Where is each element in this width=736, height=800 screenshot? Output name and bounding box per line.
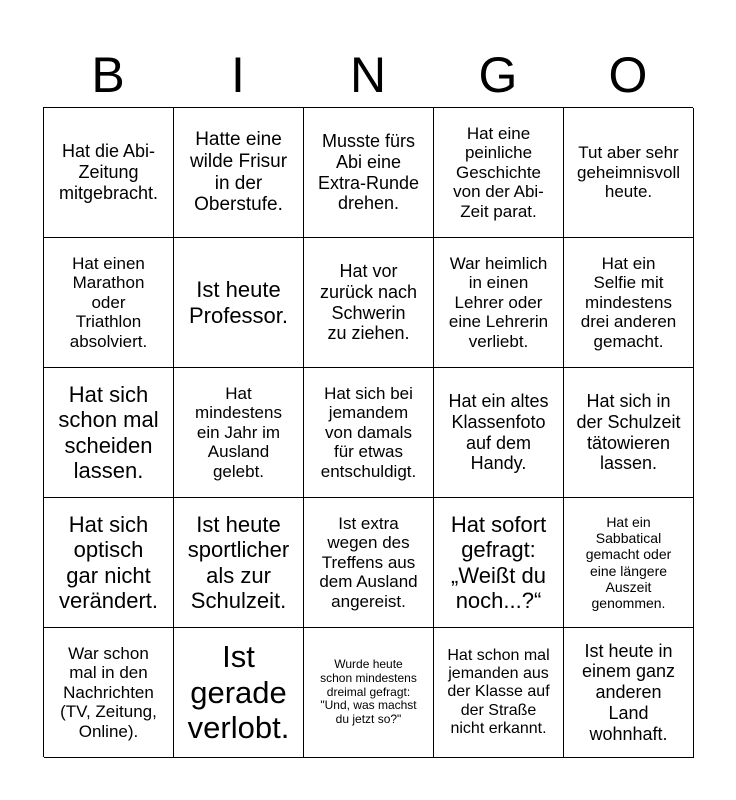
bingo-cell[interactable]: Hat ein Selfie mit mindestens drei anderen gemacht. (564, 238, 694, 368)
title-letter-i: I (231, 47, 245, 103)
bingo-cell[interactable]: War heimlich in einen Lehrer oder eine Lehrerin verliebt. (434, 238, 564, 368)
bingo-title (43, 44, 693, 106)
bingo-cell[interactable]: Ist extra wegen des Treffens aus dem Ausland angereist. (304, 498, 434, 628)
bingo-cell[interactable]: Hat einen Marathon oder Triathlon absolviert. (44, 238, 174, 368)
bingo-cell[interactable]: Hat sich bei jemandem von damals für etwas entschuldigt. (304, 368, 434, 498)
bingo-cell[interactable]: Hat sich schon mal scheiden lassen. (44, 368, 174, 498)
bingo-cell[interactable]: Hat ein Sabbatical gemacht oder eine längere Auszeit genommen. (564, 498, 694, 628)
bingo-cell[interactable]: Hat eine peinliche Geschichte von der Abi- Zeit parat. (434, 108, 564, 238)
bingo-cell[interactable]: Ist heute Professor. (174, 238, 304, 368)
bingo-cell[interactable]: Wurde heute schon mindestens dreimal gefragt: "Und, was machst du jetzt so?" (304, 628, 434, 758)
bingo-cell[interactable]: Hat sich in der Schulzeit tätowieren lassen. (564, 368, 694, 498)
bingo-cell[interactable]: Hat schon mal jemanden aus der Klasse auf der Straße nicht erkannt. (434, 628, 564, 758)
bingo-cell[interactable]: Hat mindestens ein Jahr im Ausland gelebt. (174, 368, 304, 498)
bingo-cell[interactable]: Ist heute in einem ganz anderen Land wohnhaft. (564, 628, 694, 758)
bingo-cell[interactable]: Hatte eine wilde Frisur in der Oberstufe. (174, 108, 304, 238)
bingo-cell[interactable]: Ist heute sportlicher als zur Schulzeit. (174, 498, 304, 628)
title-letter-o: O (608, 47, 648, 103)
bingo-cell[interactable]: Tut aber sehr geheimnisvoll heute. (564, 108, 694, 238)
bingo-cell[interactable]: Hat vor zurück nach Schwerin zu ziehen. (304, 238, 434, 368)
bingo-cell[interactable]: Hat die Abi- Zeitung mitgebracht. (44, 108, 174, 238)
bingo-cell[interactable]: Hat sofort gefragt: „Weißt du noch...?“ (434, 498, 564, 628)
title-letter-b: B (91, 47, 125, 103)
bingo-cell[interactable]: Hat ein altes Klassenfoto auf dem Handy. (434, 368, 564, 498)
bingo-cell[interactable]: Hat sich optisch gar nicht verändert. (44, 498, 174, 628)
bingo-grid (43, 107, 693, 757)
bingo-cell[interactable]: War schon mal in den Nachrichten (TV, Zeitung, Online). (44, 628, 174, 758)
bingo-cell[interactable]: Musste fürs Abi eine Extra-Runde drehen. (304, 108, 434, 238)
title-letter-g: G (478, 47, 518, 103)
title-letter-n: N (349, 47, 387, 103)
bingo-cell[interactable]: Ist gerade verlobt. (174, 628, 304, 758)
